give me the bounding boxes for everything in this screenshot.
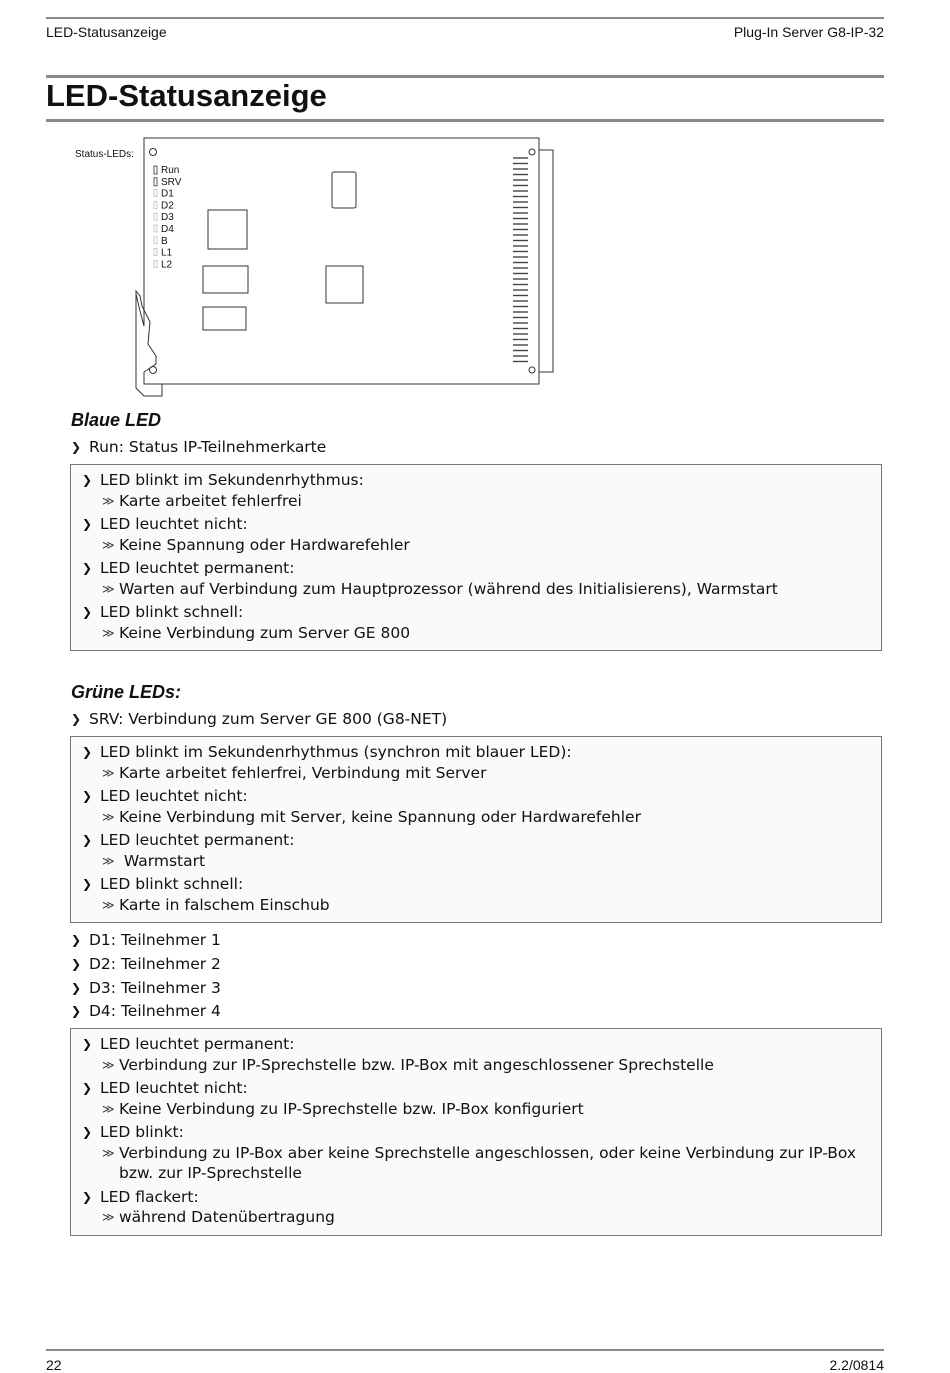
item-main: LED blinkt im Sekundenrhythmus (synchron mit blauer LED):	[100, 743, 572, 761]
item-sub: Warmstart	[119, 851, 206, 870]
d4-bullet	[71, 1002, 221, 1020]
item-sub: während Datenübertragung	[119, 1208, 335, 1226]
chevron-right-icon: ❯	[82, 1037, 93, 1051]
led-label: D2	[161, 200, 174, 212]
chevron-right-icon: ❯	[82, 561, 93, 575]
led-label: Run	[161, 165, 180, 176]
item-sub: Karte in falschem Einschub	[119, 895, 330, 914]
chevron-right-icon: ❯	[71, 440, 82, 454]
board-diagram	[70, 136, 570, 398]
bullet-text: D3: Teilnehmer 3	[89, 979, 221, 997]
item-main: LED leuchtet permanent:	[100, 1035, 295, 1053]
chevron-right-icon: ❯	[82, 745, 93, 759]
chevron-right-icon: ❯	[82, 605, 93, 619]
document-version: 2.2/0814	[829, 1357, 884, 1373]
chevron-right-icon: ❯	[71, 712, 82, 726]
led-marker	[154, 213, 157, 220]
chevron-right-icon: ❯	[82, 1189, 93, 1204]
item-main: LED leuchtet permanent:	[100, 559, 295, 577]
double-chevron-icon: ≫	[102, 625, 115, 640]
double-chevron-icon: ≫	[102, 765, 115, 780]
double-chevron-icon: ≫	[102, 809, 115, 824]
led-marker	[154, 201, 157, 208]
chevron-right-icon: ❯	[82, 1081, 93, 1095]
status-leds-label: Status-LEDs:	[75, 149, 134, 160]
blue-led-heading: Blaue LED	[71, 410, 162, 430]
list-item	[71, 470, 881, 511]
double-chevron-icon: ≫	[102, 1057, 115, 1072]
double-chevron-icon: ≫	[102, 897, 115, 912]
item-sub: Keine Verbindung zu IP-Sprechstelle bzw. IP-Box konfiguriert	[119, 1099, 584, 1118]
chip-dip	[203, 266, 248, 293]
chip-small	[203, 307, 246, 330]
list-item	[71, 514, 881, 555]
chevron-right-icon: ❯	[82, 833, 93, 847]
chip-plcc	[326, 266, 363, 303]
led-label: SRV	[161, 176, 182, 188]
item-sub: Keine Verbindung zum Server GE 800	[119, 623, 411, 642]
led-marker	[154, 190, 157, 197]
led-label: L2	[161, 259, 173, 271]
led-marker	[154, 249, 157, 256]
led-marker	[154, 178, 157, 186]
item-main: LED leuchtet nicht:	[100, 515, 248, 533]
item-main: LED leuchtet permanent:	[100, 831, 295, 849]
bullet-text: D4: Teilnehmer 4	[89, 1002, 221, 1020]
list-item	[71, 558, 881, 599]
chevron-right-icon: ❯	[82, 789, 93, 803]
item-sub: Warten auf Verbindung zum Hauptprozessor (während des Initialisierens), Warmstart	[119, 579, 778, 598]
double-chevron-icon: ≫	[102, 581, 115, 596]
chevron-right-icon: ❯	[82, 517, 93, 531]
item-sub: Verbindung zu IP-Box aber keine Sprechstelle angeschlossen, oder keine Verbindung zur IP-Box bzw. zur IP-Sprechstelle	[119, 1143, 857, 1182]
led-marker	[154, 166, 157, 174]
blue-led-box	[70, 464, 882, 651]
chip-square	[208, 210, 247, 249]
list-item	[71, 1122, 881, 1184]
list-item	[71, 830, 881, 871]
list-item	[71, 1034, 881, 1075]
chevron-right-icon: ❯	[71, 957, 82, 971]
list-item	[71, 742, 881, 783]
item-main: LED blinkt im Sekundenrhythmus:	[100, 471, 364, 489]
d1-bullet	[71, 931, 221, 949]
header-left: LED-Statusanzeige	[46, 24, 167, 40]
item-main: LED leuchtet nicht:	[100, 1079, 248, 1097]
page-number: 22	[46, 1357, 62, 1373]
led-hole	[150, 149, 157, 156]
item-main: LED blinkt:	[100, 1123, 184, 1141]
list-item	[71, 874, 881, 915]
item-sub: Verbindung zur IP-Sprechstelle bzw. IP-Box mit angeschlossener Sprechstelle	[119, 1055, 714, 1074]
green-srv-bullet	[71, 710, 447, 728]
d-leds-box	[70, 1028, 882, 1236]
item-main: LED blinkt schnell:	[100, 875, 244, 893]
chevron-right-icon: ❯	[71, 981, 82, 995]
item-sub: Karte arbeitet fehlerfrei, Verbindung mit Server	[119, 763, 487, 782]
d3-bullet	[71, 979, 221, 997]
item-sub: Karte arbeitet fehlerfrei	[119, 491, 302, 510]
bullet-text: Run: Status IP-Teilnehmerkarte	[89, 438, 327, 456]
led-label: D3	[161, 212, 174, 224]
bullet-text: D1: Teilnehmer 1	[89, 931, 221, 949]
header-right: Plug-In Server G8-IP-32	[733, 24, 884, 40]
connector-pins	[513, 158, 528, 362]
double-chevron-icon: ≫	[102, 1101, 115, 1116]
footer-rule	[46, 1349, 884, 1351]
list-item	[71, 602, 881, 643]
bullet-text: SRV: Verbindung zum Server GE 800 (G8-NET)	[89, 710, 448, 728]
led-marker	[154, 260, 157, 267]
item-main: LED blinkt schnell:	[100, 603, 244, 621]
d2-bullet	[71, 955, 221, 973]
list-item	[71, 1078, 881, 1119]
chip-eprom	[332, 172, 356, 208]
page-title: LED-Statusanzeige	[46, 78, 327, 113]
green-leds-heading: Grüne LEDs:	[71, 682, 182, 702]
edge-connector	[539, 150, 553, 372]
led-label: D4	[161, 224, 174, 235]
double-chevron-icon: ≫	[102, 1210, 115, 1224]
list-item	[71, 1187, 881, 1228]
double-chevron-icon: ≫	[102, 537, 115, 552]
led-marker	[154, 237, 157, 244]
list-item	[71, 786, 881, 827]
double-chevron-icon: ≫	[102, 1145, 115, 1160]
chevron-right-icon: ❯	[71, 933, 82, 947]
item-sub: Keine Verbindung mit Server, keine Spannung oder Hardwarefehler	[119, 807, 641, 826]
item-sub: Keine Spannung oder Hardwarefehler	[119, 535, 410, 554]
double-chevron-icon: ≫	[102, 493, 115, 508]
chevron-right-icon: ❯	[71, 1004, 82, 1018]
green-leds-box	[70, 736, 882, 923]
chevron-right-icon: ❯	[82, 877, 93, 891]
led-marker	[154, 225, 157, 232]
blue-run-bullet	[71, 438, 326, 456]
chevron-right-icon: ❯	[82, 1125, 93, 1139]
item-main: LED flackert:	[100, 1187, 199, 1206]
item-main: LED leuchtet nicht:	[100, 787, 248, 805]
screw-hole	[150, 367, 157, 374]
led-label: D1	[161, 188, 174, 200]
title-rule-bottom	[46, 119, 884, 122]
header-rule	[46, 17, 884, 19]
led-label: L1	[161, 247, 173, 259]
chevron-right-icon: ❯	[82, 473, 93, 487]
bullet-text: D2: Teilnehmer 2	[89, 955, 221, 973]
double-chevron-icon: ≫	[102, 853, 115, 868]
led-list	[154, 165, 182, 270]
led-label: B	[161, 235, 168, 247]
